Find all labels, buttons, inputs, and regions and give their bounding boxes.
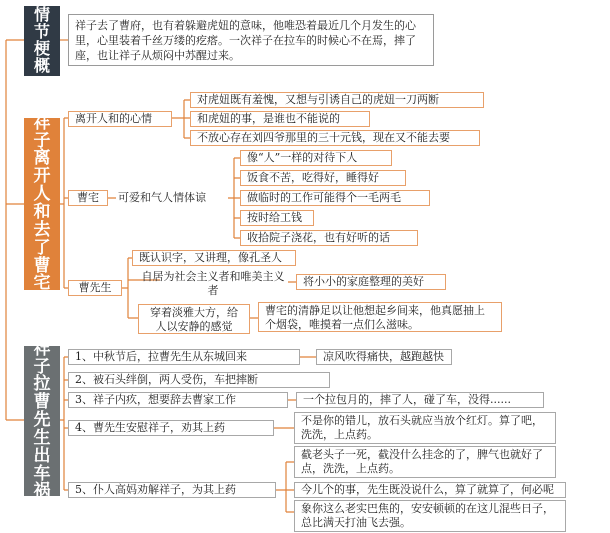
event-item: 3、祥子内疚，想要辞去曹家工作 <box>68 392 288 408</box>
leave-mood-item: 不放心存在刘四爷那里的三十元钱，现在又不能去要 <box>190 130 480 146</box>
event-detail: 今儿个的事，先生既没说什么，算了就算了，何必呢 <box>294 482 566 498</box>
mr-cao-item: 穿着淡雅大方，给人以安静的感觉 <box>138 304 250 334</box>
event-item: 2、被石头绊倒，两人受伤，车把摔断 <box>68 372 330 388</box>
branch-mr-cao: 曹先生 <box>68 280 122 296</box>
event-item: 4、曹先生安慰祥子，劝其上药 <box>68 420 274 436</box>
event-detail: 一个拉包月的，摔了人，碰了车，没得...... <box>296 392 544 408</box>
section-accident-heading: 祥 子 拉 曹 先 生 出 车 祸 <box>24 346 60 496</box>
leave-mood-item: 对虎妞既有羞愧，又想与引诱自己的虎妞一刀两断 <box>190 92 484 108</box>
event-item: 5、仆人高妈劝解祥子，为其上药 <box>68 482 276 498</box>
mr-cao-item: 自居为社会主义者和唯美主义者 <box>141 270 285 297</box>
branch-cao-house: 曹宅 <box>68 190 108 206</box>
cao-house-item: 像“人”一样的对待下人 <box>240 150 392 166</box>
section-leave-renhe-heading: 祥 子 离 开 人 和 去 了 曹 宅 <box>24 118 60 290</box>
cao-house-item: 按时给工钱 <box>240 210 314 226</box>
cao-house-summary: 可爱和气人情体谅 <box>118 191 206 204</box>
cao-house-item: 做临时的工作可能得个一毛两毛 <box>240 190 430 206</box>
event-detail: 不是你的错儿，放石头就应当放个红灯。算了吧，洗洗，上点药。 <box>294 412 556 444</box>
event-item: 1、中秋节后，拉曹先生从东城回来 <box>68 349 300 365</box>
cao-house-item: 收拾院子浇花，也有好听的话 <box>240 230 418 246</box>
event-detail: 凉风吹得痛快，越跑越快 <box>316 349 452 365</box>
mr-cao-item: 将小小的家庭整理的美好 <box>296 274 446 290</box>
cao-house-item: 饭食不苦，吃得好，睡得好 <box>240 170 406 186</box>
event-detail: 象你这么老实巴焦的，安安顿顿的在这儿混些日子，总比满天打油飞去强。 <box>294 500 566 532</box>
mr-cao-item: 既认识字，又讲理，像孔圣人 <box>132 250 296 266</box>
section-plot-summary-heading: 情 节 梗 概 <box>24 6 60 76</box>
branch-leave-mood: 离开人和的心情 <box>68 111 172 127</box>
leave-mood-item: 和虎妞的事，是谁也不能说的 <box>190 111 370 127</box>
plot-summary-text: 祥子去了曹府，也有着躲避虎妞的意味，他唯恐着最近几个月发生的心里，心里装着千丝万缕的疙瘩。一次祥子在拉车的时候心不在焉，摔了座，也让祥子从烦闷中苏醒过来。 <box>68 14 434 66</box>
mr-cao-item: 曹宅的清静足以让他想起乡间来，他真愿抽上个烟袋，唯摸着一点们么滋味。 <box>258 302 502 332</box>
event-detail: 截老头子一死，截没什么挂念的了，脾气也就好了点，洗洗，上点药。 <box>294 446 556 478</box>
